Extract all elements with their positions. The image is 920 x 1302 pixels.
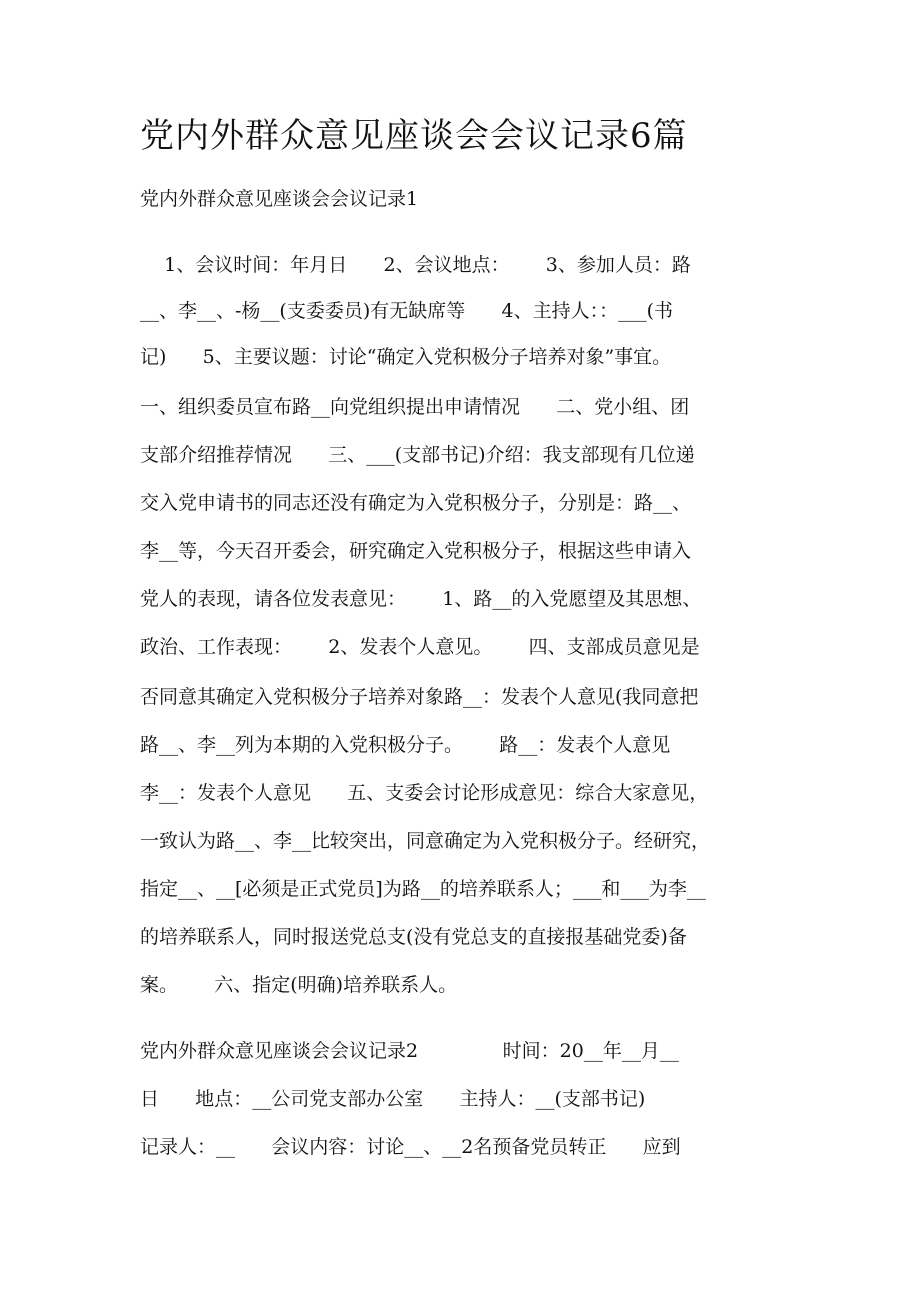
section-1-line: 指定__、__[必须是正式党员]为路__的培养联系人；___和___为李__	[140, 878, 706, 900]
section-1-line: 的培养联系人，同时报送党总支(没有党总支的直接报基础党委)备	[140, 926, 687, 948]
section-1-line: 交入党申请书的同志还没有确定为入党积极分子，分别是：路__、	[140, 492, 692, 514]
section-1-line: 李__：发表个人意见 五、支委会讨论形成意见：综合大家意见，	[140, 782, 709, 804]
section-1-line: 党人的表现，请各位发表意见： 1、路__的入党愿望及其思想、	[140, 588, 702, 610]
section-1-line: 否同意其确定入党积极分子培养对象路__：发表个人意见(我同意把	[140, 686, 699, 708]
section-1-line: 1、会议时间：年月日 2、会议地点： 3、参加人员：路	[140, 254, 691, 276]
section-1-line: __、李__、-杨__(支委委员)有无缺席等 4、主持人：：___(书	[140, 300, 673, 322]
section-2-line: 记录人：__ 会议内容：讨论__、__2名预备党员转正 应到	[140, 1136, 681, 1158]
section-2-line: 日 地点：__公司党支部办公室 主持人：__(支部书记)	[140, 1088, 646, 1110]
document-title: 党内外群众意见座谈会会议记录6篇	[140, 116, 688, 156]
section-2-line: 党内外群众意见座谈会会议记录2 时间：20__年__月__	[140, 1040, 679, 1062]
section-1-line: 一致认为路__、李__比较突出，同意确定为入党积极分子。经研究，	[140, 830, 711, 852]
section-1-line: 政治、工作表现： 2、发表个人意见。 四、支部成员意见是	[140, 636, 700, 658]
section-1-line: 案。 六、指定(明确)培养联系人。	[140, 974, 458, 996]
section-1-line: 记) 5、主要议题：讨论“确定入党积极分子培养对象”事宜。	[140, 346, 672, 368]
section-1-line: 一、组织委员宣布路__向党组织提出申请情况 二、党小组、团	[140, 396, 690, 418]
section-1-heading: 党内外群众意见座谈会会议记录1	[140, 188, 419, 210]
section-1-line: 路__、李__列为本期的入党积极分子。 路__：发表个人意见	[140, 734, 671, 756]
section-1-line: 支部介绍推荐情况 三、___(支部书记)介绍：我支部现有几位递	[140, 444, 695, 466]
section-1-line: 李__等，今天召开委会，研究确定入党积极分子，根据这些申请入	[140, 540, 692, 562]
